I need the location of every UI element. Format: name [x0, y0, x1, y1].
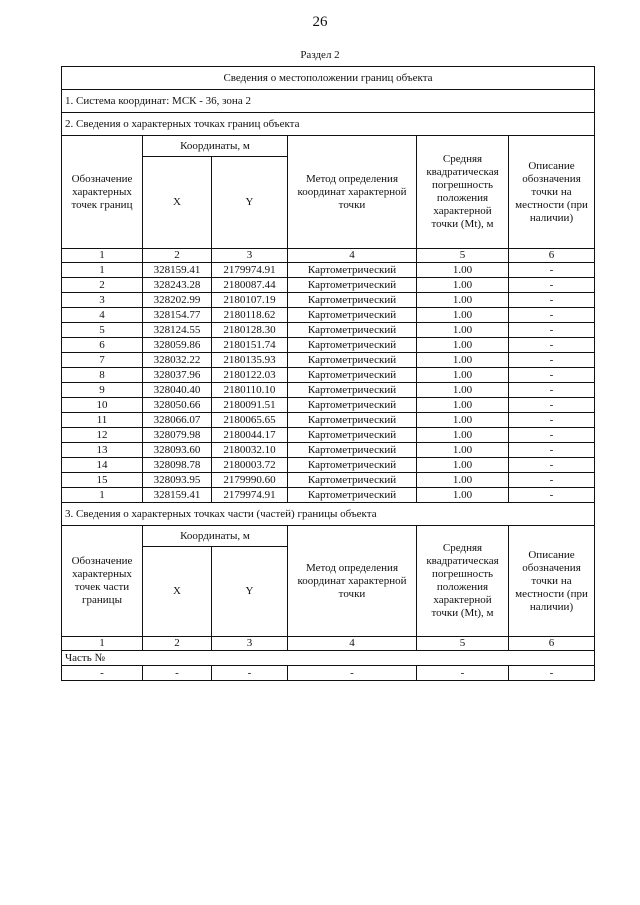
table-row — [62, 323, 595, 338]
table-row — [62, 488, 595, 503]
table-row — [62, 383, 595, 398]
error-cell: 1.00 — [417, 263, 509, 278]
coord-y: 2180110.10 — [212, 383, 288, 398]
point-number: 6 — [62, 338, 143, 353]
method-cell: Картометрический — [288, 368, 417, 383]
coord-y: 2180135.93 — [212, 353, 288, 368]
table-row — [62, 458, 595, 473]
point-number: 15 — [62, 473, 143, 488]
method-cell: Картометрический — [288, 473, 417, 488]
coord-y: 2179974.91 — [212, 488, 288, 503]
header-error: Средняя квадратическая погрешность положения характерной точки (Mt), м — [417, 526, 509, 637]
error-cell: 1.00 — [417, 488, 509, 503]
description-cell: - — [509, 353, 595, 368]
column-number-row — [62, 637, 595, 651]
header-designation: Обозначение характерных точек границ — [62, 136, 143, 249]
empty-cell: - — [143, 666, 212, 681]
error-cell: 1.00 — [417, 428, 509, 443]
description-cell: - — [509, 428, 595, 443]
point-number: 13 — [62, 443, 143, 458]
table-row — [62, 413, 595, 428]
coord-y: 2180122.03 — [212, 368, 288, 383]
coord-x: 328093.60 — [143, 443, 212, 458]
coord-y: 2180151.74 — [212, 338, 288, 353]
coord-y: 2180118.62 — [212, 308, 288, 323]
empty-cell: - — [62, 666, 143, 681]
header-method: Метод определения координат характерной точки — [288, 526, 417, 637]
error-cell: 1.00 — [417, 413, 509, 428]
header-description: Описание обозначения точки на местности (при наличии) — [509, 526, 595, 637]
coord-y: 2180128.30 — [212, 323, 288, 338]
coord-x: 328154.77 — [143, 308, 212, 323]
method-cell: Картометрический — [288, 413, 417, 428]
table-row — [62, 428, 595, 443]
error-cell: 1.00 — [417, 398, 509, 413]
coord-x: 328159.41 — [143, 263, 212, 278]
coord-x: 328079.98 — [143, 428, 212, 443]
column-number: 5 — [417, 637, 509, 651]
coord-x: 328093.95 — [143, 473, 212, 488]
table-row — [62, 353, 595, 368]
empty-cell: - — [288, 666, 417, 681]
column-number: 2 — [143, 637, 212, 651]
empty-cell: - — [417, 666, 509, 681]
point-number: 4 — [62, 308, 143, 323]
coord-x: 328243.28 — [143, 278, 212, 293]
description-cell: - — [509, 338, 595, 353]
description-cell: - — [509, 488, 595, 503]
error-cell: 1.00 — [417, 458, 509, 473]
method-cell: Картометрический — [288, 428, 417, 443]
coord-y: 2180003.72 — [212, 458, 288, 473]
point-number: 1 — [62, 488, 143, 503]
point-number: 1 — [62, 263, 143, 278]
coord-y: 2179974.91 — [212, 263, 288, 278]
column-number: 1 — [62, 249, 143, 263]
section3-title: 3. Сведения о характерных точках части (частей) границы объекта — [62, 503, 595, 526]
coord-y: 2180107.19 — [212, 293, 288, 308]
header-x: X — [143, 157, 212, 249]
method-cell: Картометрический — [288, 278, 417, 293]
description-cell: - — [509, 368, 595, 383]
column-number: 3 — [212, 249, 288, 263]
point-number: 7 — [62, 353, 143, 368]
coord-system: 1. Система координат: МСК - 36, зона 2 — [62, 90, 595, 113]
coord-x: 328159.41 — [143, 488, 212, 503]
method-cell: Картометрический — [288, 488, 417, 503]
header-coords: Координаты, м — [143, 136, 288, 157]
column-number: 4 — [288, 637, 417, 651]
error-cell: 1.00 — [417, 473, 509, 488]
point-number: 5 — [62, 323, 143, 338]
error-cell: 1.00 — [417, 323, 509, 338]
column-number: 1 — [62, 637, 143, 651]
method-cell: Картометрический — [288, 323, 417, 338]
coord-x: 328124.55 — [143, 323, 212, 338]
description-cell: - — [509, 293, 595, 308]
table-title: Сведения о местоположении границ объекта — [62, 67, 595, 90]
header-error: Средняя квадратическая погрешность положения характерной точки (Mt), м — [417, 136, 509, 249]
description-cell: - — [509, 263, 595, 278]
method-cell: Картометрический — [288, 458, 417, 473]
method-cell: Картометрический — [288, 398, 417, 413]
description-cell: - — [509, 308, 595, 323]
header-coords: Координаты, м — [143, 526, 288, 547]
column-number: 6 — [509, 249, 595, 263]
description-cell: - — [509, 383, 595, 398]
point-number: 12 — [62, 428, 143, 443]
table-row — [62, 278, 595, 293]
point-number: 2 — [62, 278, 143, 293]
coord-y: 2180044.17 — [212, 428, 288, 443]
error-cell: 1.00 — [417, 278, 509, 293]
table-row — [62, 263, 595, 278]
column-number: 3 — [212, 637, 288, 651]
method-cell: Картометрический — [288, 353, 417, 368]
table-row — [62, 473, 595, 488]
point-number: 11 — [62, 413, 143, 428]
description-cell: - — [509, 398, 595, 413]
coord-x: 328032.22 — [143, 353, 212, 368]
point-number: 10 — [62, 398, 143, 413]
error-cell: 1.00 — [417, 368, 509, 383]
coord-y: 2180032.10 — [212, 443, 288, 458]
column-number: 4 — [288, 249, 417, 263]
header-y: Y — [212, 157, 288, 249]
coord-x: 328037.96 — [143, 368, 212, 383]
header-x: X — [143, 547, 212, 637]
description-cell: - — [509, 458, 595, 473]
error-cell: 1.00 — [417, 353, 509, 368]
coord-x: 328098.78 — [143, 458, 212, 473]
description-cell: - — [509, 473, 595, 488]
table-row — [62, 666, 595, 681]
part-label: Часть № — [62, 651, 595, 666]
point-number: 3 — [62, 293, 143, 308]
empty-cell: - — [509, 666, 595, 681]
method-cell: Картометрический — [288, 263, 417, 278]
table-row — [62, 338, 595, 353]
column-number: 6 — [509, 637, 595, 651]
point-number: 14 — [62, 458, 143, 473]
column-number: 5 — [417, 249, 509, 263]
error-cell: 1.00 — [417, 293, 509, 308]
error-cell: 1.00 — [417, 308, 509, 323]
table-row — [62, 443, 595, 458]
description-cell: - — [509, 413, 595, 428]
coord-x: 328040.40 — [143, 383, 212, 398]
page-number: 26 — [312, 14, 328, 30]
column-number: 2 — [143, 249, 212, 263]
header-designation: Обозначение характерных точек части границы — [62, 526, 143, 637]
point-number: 9 — [62, 383, 143, 398]
method-cell: Картометрический — [288, 338, 417, 353]
point-number: 8 — [62, 368, 143, 383]
column-number-row — [62, 249, 595, 263]
header-description: Описание обозначения точки на местности (при наличии) — [509, 136, 595, 249]
method-cell: Картометрический — [288, 293, 417, 308]
section-label: Раздел 2 — [300, 49, 340, 61]
header-y: Y — [212, 547, 288, 637]
method-cell: Картометрический — [288, 383, 417, 398]
table-row — [62, 398, 595, 413]
table-row — [62, 308, 595, 323]
coord-y: 2179990.60 — [212, 473, 288, 488]
coord-y: 2180091.51 — [212, 398, 288, 413]
error-cell: 1.00 — [417, 443, 509, 458]
method-cell: Картометрический — [288, 308, 417, 323]
section2-title: 2. Сведения о характерных точках границ объекта — [62, 113, 595, 136]
boundary-table — [61, 66, 595, 681]
table-row — [62, 368, 595, 383]
table-row — [62, 293, 595, 308]
error-cell: 1.00 — [417, 383, 509, 398]
coord-x: 328050.66 — [143, 398, 212, 413]
coord-x: 328059.86 — [143, 338, 212, 353]
coord-y: 2180087.44 — [212, 278, 288, 293]
empty-cell: - — [212, 666, 288, 681]
description-cell: - — [509, 278, 595, 293]
description-cell: - — [509, 323, 595, 338]
method-cell: Картометрический — [288, 443, 417, 458]
coord-y: 2180065.65 — [212, 413, 288, 428]
coord-x: 328066.07 — [143, 413, 212, 428]
error-cell: 1.00 — [417, 338, 509, 353]
description-cell: - — [509, 443, 595, 458]
header-method: Метод определения координат характерной точки — [288, 136, 417, 249]
coord-x: 328202.99 — [143, 293, 212, 308]
